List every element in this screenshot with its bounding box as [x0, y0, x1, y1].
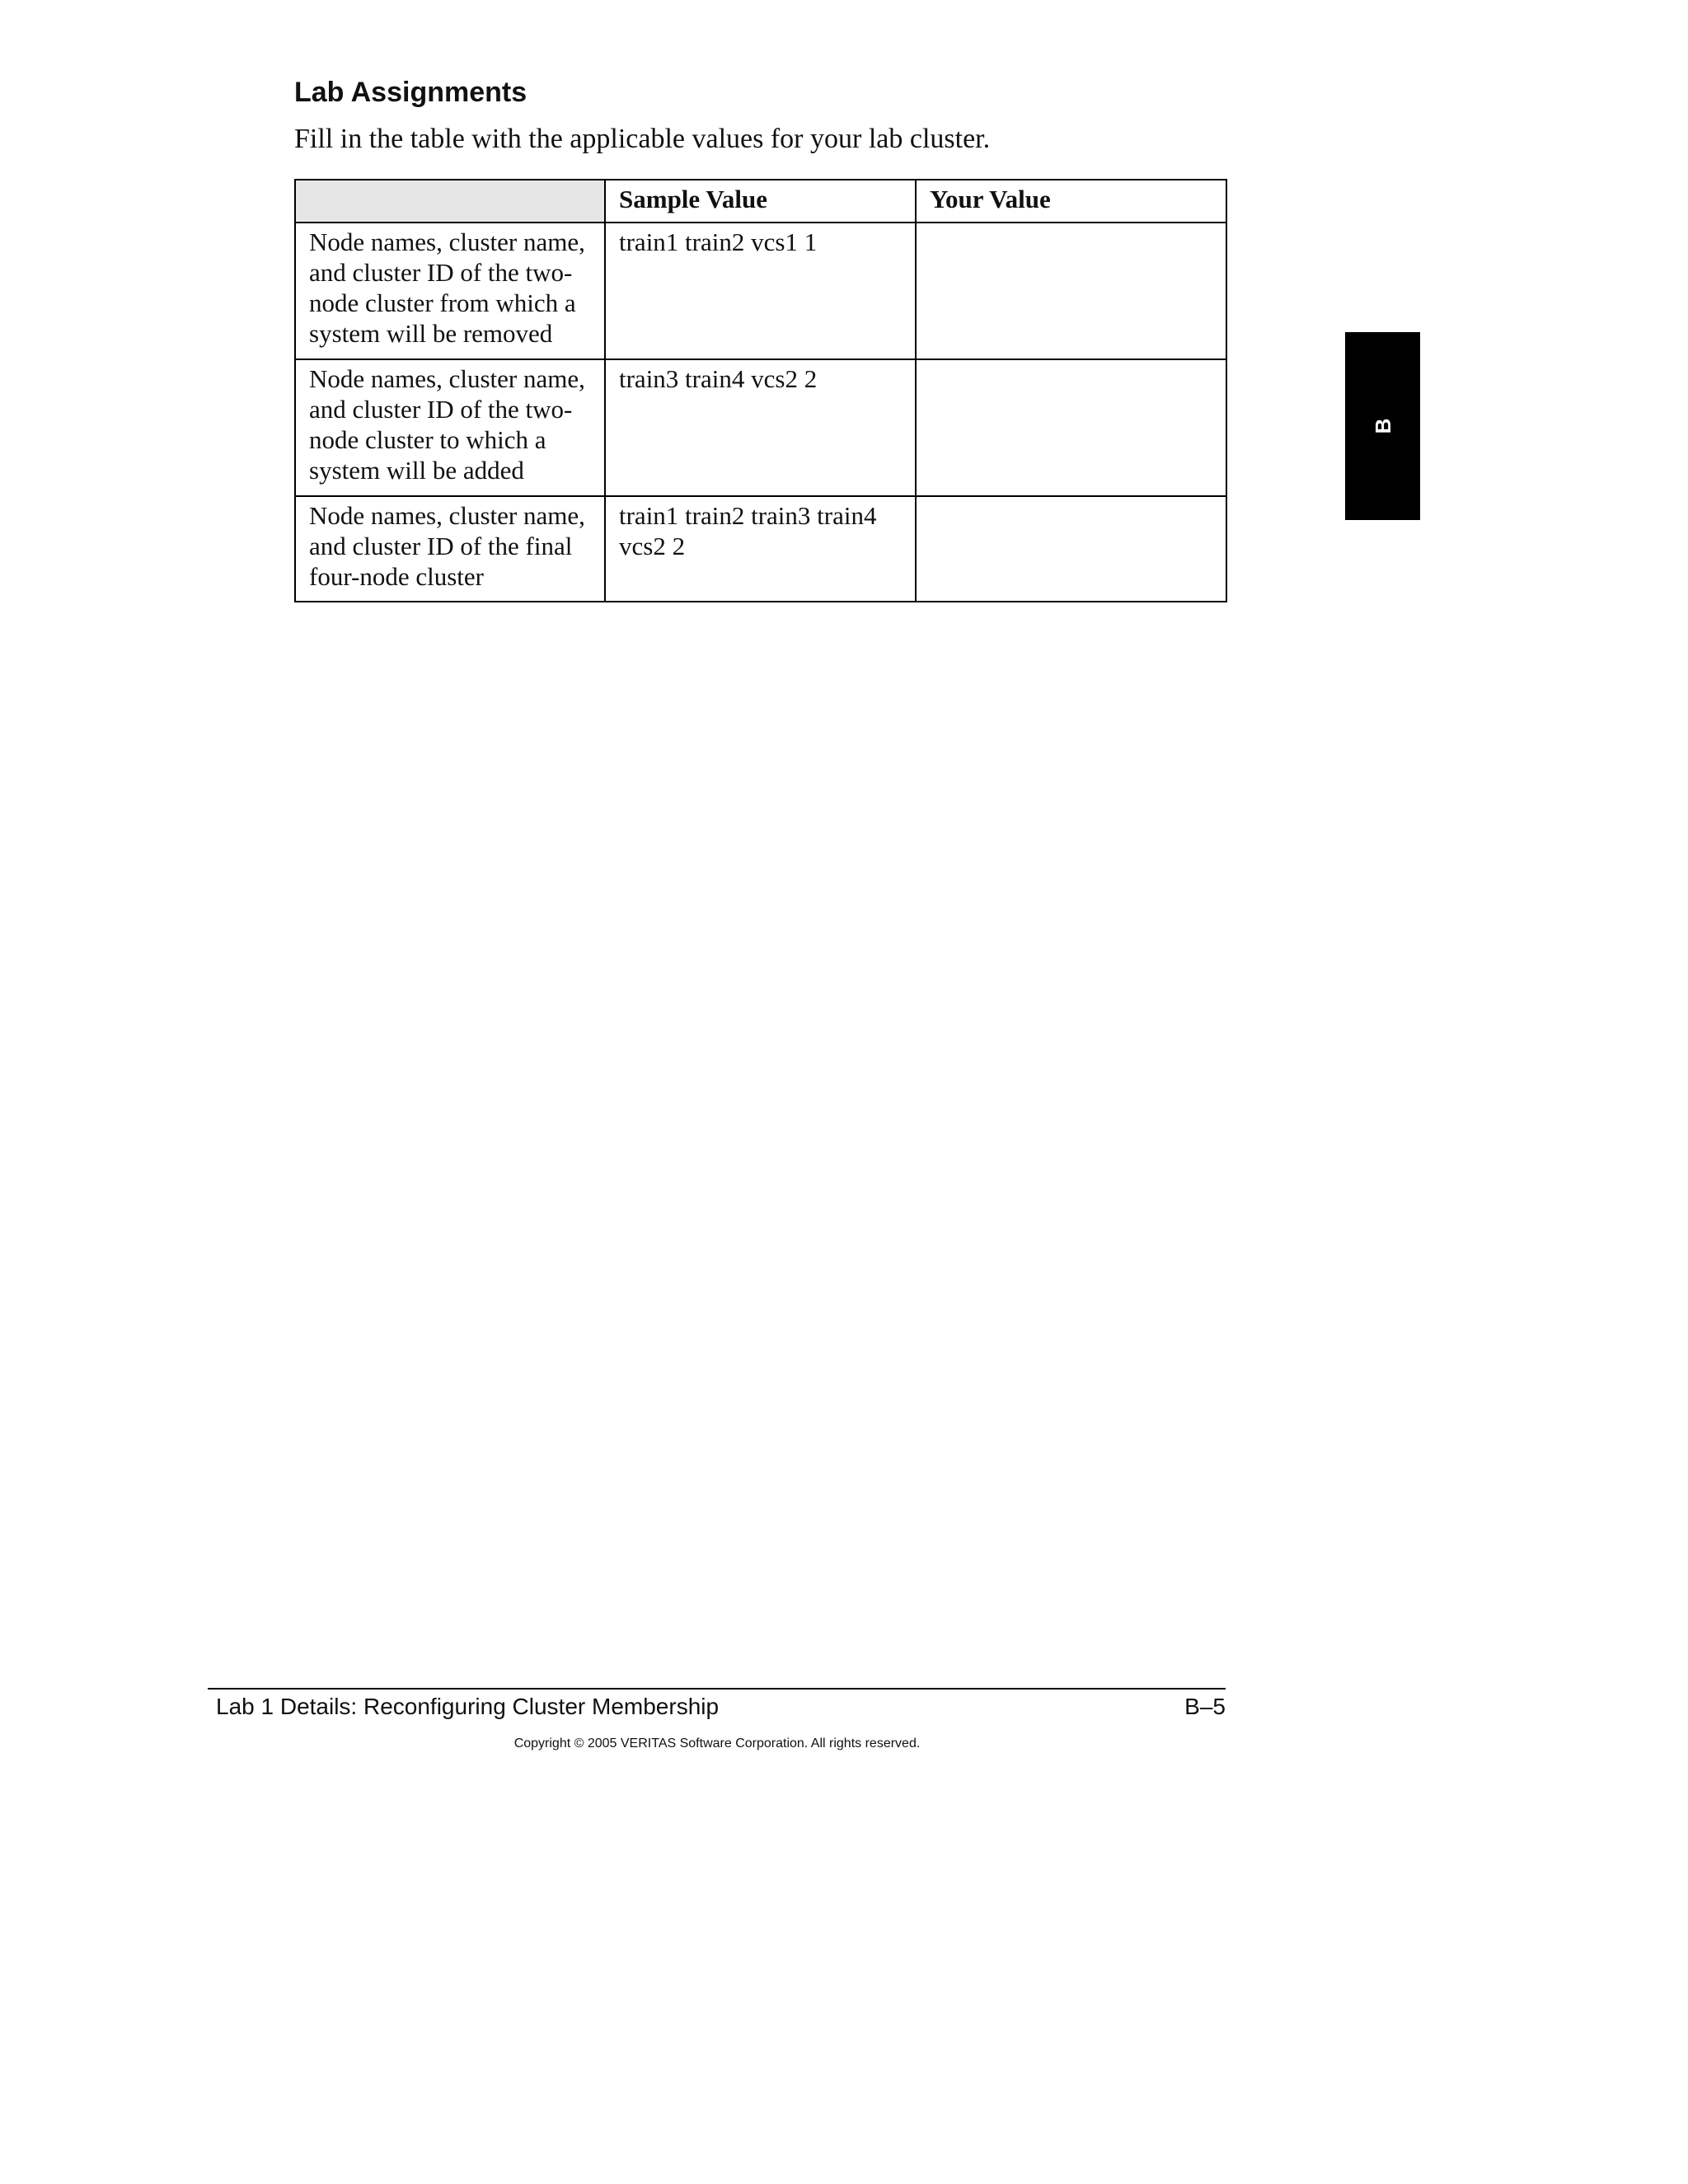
row-label: Node names, cluster name, and cluster ID of the final four-node cluster [295, 496, 605, 602]
header-blank-cell [295, 180, 605, 223]
appendix-tab-marker [1345, 332, 1420, 520]
row-label: Node names, cluster name, and cluster ID of the two-node cluster from which a system will be removed [295, 223, 605, 359]
table-header-row [295, 180, 1226, 223]
page-number: B–5 [1184, 1694, 1226, 1719]
your-value-cell[interactable] [916, 359, 1226, 496]
table-row [295, 359, 1226, 496]
lab-assignments-table [294, 179, 1227, 602]
sample-value-cell: train1 train2 vcs1 1 [605, 223, 916, 359]
sample-value-cell: train3 train4 vcs2 2 [605, 359, 916, 496]
your-value-cell[interactable] [916, 496, 1226, 602]
header-sample-value: Sample Value [605, 180, 916, 223]
intro-text: Fill in the table with the applicable values for your lab cluster. [294, 124, 991, 154]
table-row [295, 496, 1226, 602]
header-your-value: Your Value [916, 180, 1226, 223]
table-row [295, 223, 1226, 359]
row-label: Node names, cluster name, and cluster ID of the two-node cluster to which a system will be added [295, 359, 605, 496]
sample-value-cell: train1 train2 train3 train4 vcs2 2 [605, 496, 916, 602]
your-value-cell[interactable] [916, 223, 1226, 359]
section-heading: Lab Assignments [294, 77, 528, 108]
footer-title: Lab 1 Details: Reconfiguring Cluster Membership [216, 1694, 720, 1719]
footer-divider [208, 1688, 1226, 1690]
appendix-tab-letter: B [1370, 418, 1395, 434]
copyright-notice: Copyright © 2005 VERITAS Software Corporation. All rights reserved. [513, 1736, 921, 1750]
